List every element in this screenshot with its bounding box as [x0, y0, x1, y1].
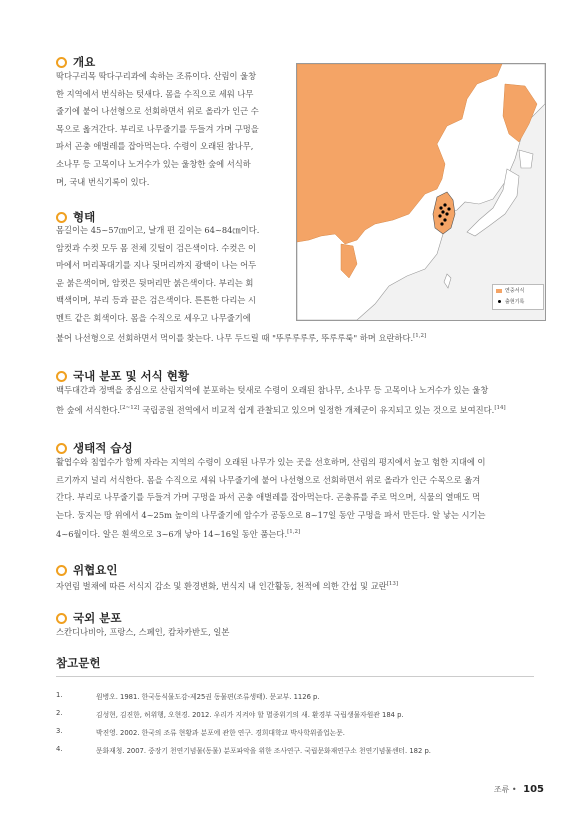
circle-bullet-icon [56, 565, 67, 576]
section-title-threats: 위협요인 [56, 562, 117, 578]
range-map-svg [297, 64, 545, 320]
foreign-text: 스칸디나비아, 프랑스, 스페인, 캄차카반도, 일본 [56, 627, 230, 637]
section-title-distribution: 국내 분포 및 서식 현황 [56, 368, 189, 384]
page-footer: 조류 • 105 [493, 784, 544, 795]
circle-bullet-icon [56, 212, 67, 223]
references-title: 참고문헌 [56, 656, 101, 670]
reference-item: 2. 김성현, 김진한, 허위행, 오현경. 2012. 우리가 지켜야 할 멸종위기의 새. 환경부 국립생물자원관 184 p. [56, 709, 404, 719]
map-legend: 연중서식 출현기록 [492, 284, 544, 310]
references-divider [56, 676, 534, 677]
page-number: 105 [523, 784, 544, 795]
section-title-overview: 개요 [56, 54, 95, 70]
range-swatch-icon [496, 289, 502, 293]
reference-item: 1. 원병오. 1981. 한국동식물도감-제25권 동물편(조류생태). 문교부. 1126 p. [56, 691, 320, 701]
ecology-text: 활엽수와 침엽수가 함께 자라는 지역의 수령이 오래된 나무가 있는 곳을 선호하며, 산림의 평지에서 높고 험한 지대에 이 르기까지 널리 서식한다. 몸을 수직으로 세워 나무줄기에 붙어 나선형으로 선회하면서 위로 올라가 인근 수목으로 옮겨 간다. 부리로 나무줄기를 두들겨 가며 구멍을 파서 곤충 애벌레를 잡아먹는다. 곤충류를 주로 먹으며, 식물의 열매도 먹 는다. 둥지는 땅 위에서 4~25m 높이의 나무줄기에 암수가 공동으로 8~17일 동안 구멍을 파서 만든다. 알 낳는 시기는 4~6월이다. 알은 흰색으로 3~6개 낳아 14~16일 동안 품는다.[1,2] [56, 457, 486, 540]
section-title-morphology: 형태 [56, 209, 95, 225]
circle-bullet-icon [56, 613, 67, 624]
overview-text: 딱다구리목 딱다구리과에 속하는 조류이다. 산림이 울창 한 지역에서 번식하는 텃새다. 몸을 수직으로 세워 나무 줄기에 붙어 나선형으로 선회하면서 위로 올라가 인근 수 목으로 옮겨간다. 부리로 나무줄기를 두들겨 가며 구멍을 파서 곤충 애벌레를 잡아먹는다. 수령이 오래된 참나무, 소나무 등 고목이나 노거수가 있는 울창한 숲에 서식하 며, 국내 번식기록이 있다. [56, 71, 259, 187]
reference-item: 4. 문화재청. 2007. 중장기 천연기념물(동물) 분포파악을 위한 조사연구. 국립문화재연구소 천연기념물센터. 182 p. [56, 745, 431, 755]
threats-text: 자연림 벌채에 따른 서식지 감소 및 환경변화, 번식지 내 인간활동, 천적에 의한 간섭 및 교란[13] [56, 580, 399, 591]
circle-bullet-icon [56, 57, 67, 68]
morphology-text: 몸길이는 45~57㎝이고, 날개 편 길이는 64~84㎝이다. 암컷과 수컷 모두 몸 전체 깃털이 검은색이다. 수컷은 이 마에서 머리꼭대기를 지나 뒷머리까지 광택이 나는 어두 운 붉은색이며, 암컷은 뒷머리만 붉은색이다. 부리는 회 백색이며, 부리 등과 끝은 검은색이다. 튼튼한 다리는 시 멘트 같은 회색이다. 몸을 수직으로 세우고 나무줄기에 붙어 나선형으로 선회하면서 먹이를 찾는다. 나무 두드릴 때 "뚜루루루루, 뚜루루룩" 하며 요란하다.[1,2] [56, 225, 427, 343]
section-title-ecology: 생태적 습성 [56, 440, 133, 456]
distribution-text: 백두대간과 정맥을 중심으로 산림지역에 분포하는 텃새로 수령이 오래된 참나무, 소나무 등 고목이나 노거수가 있는 울창 한 숲에 서식한다.[2~12] 국립공원 전역에서 비교적 쉽게 관찰되고 있으며 일정한 개체군이 유지되고 있는 것으로 보여진다.[14] [56, 385, 506, 415]
reference-item: 3. 박진영. 2002. 한국의 조류 현황과 분포에 관한 연구. 경희대학교 박사학위졸업논문. [56, 727, 345, 737]
record-dot-icon [498, 300, 501, 303]
section-title-foreign: 국외 분포 [56, 610, 121, 626]
distribution-map [296, 63, 546, 321]
circle-bullet-icon [56, 371, 67, 382]
circle-bullet-icon [56, 443, 67, 454]
